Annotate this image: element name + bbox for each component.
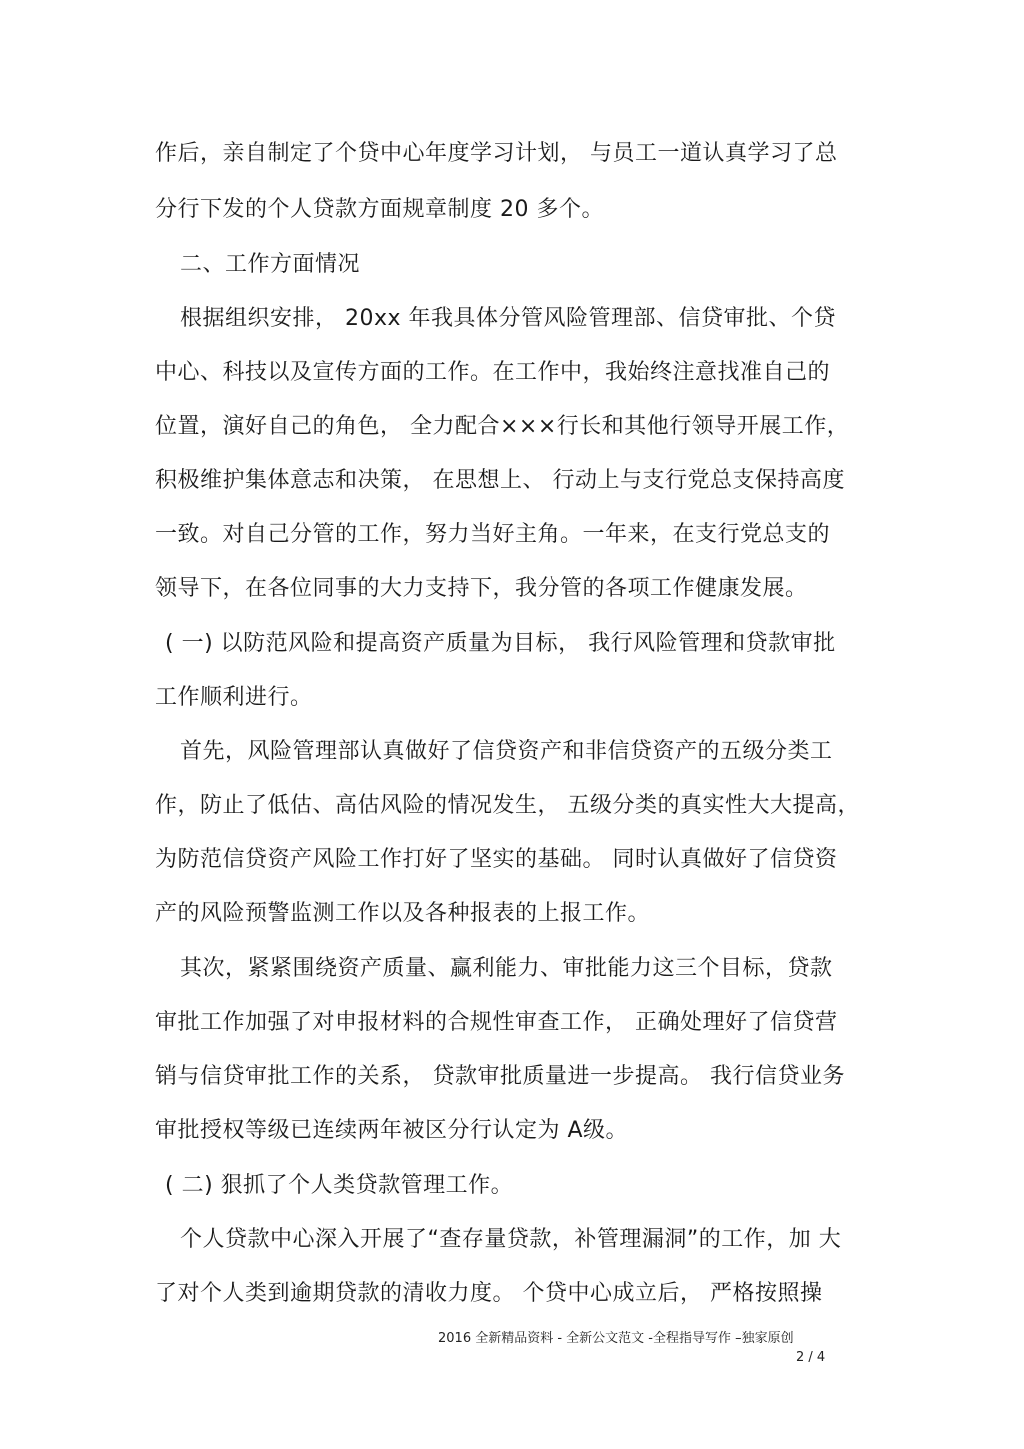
body-line: 首先，风险管理部认真做好了信贷资产和非信贷资产的五级分类工: [180, 739, 833, 764]
subsection-heading: ( 一) 以防范风险和提高资产质量为目标， 我行风险管理和贷款审批: [165, 631, 836, 656]
body-line: 工作顺利进行。: [155, 685, 313, 710]
subsection-heading: ( 二) 狠抓了个人类贷款管理工作。: [165, 1173, 514, 1198]
body-line: 根据组织安排， 20xx 年我具体分管风险管理部、信贷审批、个贷: [180, 306, 837, 331]
body-line: 个人贷款中心深入开展了“查存量贷款，补管理漏洞”的工作，加 大: [180, 1227, 842, 1252]
body-line: 作后，亲自制定了个贷中心年度学习计划， 与员工一道认真学习了总: [155, 141, 838, 166]
body-line: 位置，演好自己的角色， 全力配合×××行长和其他行领导开展工作，: [155, 414, 850, 439]
body-line: 领导下，在各位同事的大力支持下，我分管的各项工作健康发展。: [155, 576, 808, 601]
page-number: 2 / 4: [796, 1350, 826, 1365]
body-line: 为防范信贷资产风险工作打好了坚实的基础。 同时认真做好了信贷资: [155, 847, 838, 872]
body-line: 审批工作加强了对申报材料的合规性审查工作， 正确处理好了信贷营: [155, 1010, 838, 1035]
section-heading: 二、工作方面情况: [180, 252, 361, 277]
body-line: 分行下发的个人贷款方面规章制度 20 多个。: [155, 197, 604, 222]
body-line: 审批授权等级已连续两年被区分行认定为 A级。: [155, 1118, 629, 1143]
body-line: 积极维护集体意志和决策， 在思想上、 行动上与支行党总支保持高度: [155, 468, 845, 493]
body-line: 了对个人类到逾期贷款的清收力度。 个贷中心成立后， 严格按照操: [155, 1281, 823, 1306]
body-line: 销与信贷审批工作的关系， 贷款审批质量进一步提高。 我行信贷业务: [155, 1064, 845, 1089]
page-footer: 2016 全新精品资料 - 全新公文范文 -全程指导写作 –独家原创: [438, 1331, 794, 1346]
body-line: 产的风险预警监测工作以及各种报表的上报工作。: [155, 901, 651, 926]
body-line: 中心、科技以及宣传方面的工作。在工作中，我始终注意找准自己的: [155, 360, 831, 385]
body-line: 其次，紧紧围绕资产质量、赢利能力、审批能力这三个目标，贷款: [180, 956, 833, 981]
body-line: 一致。对自己分管的工作，努力当好主角。一年来，在支行党总支的: [155, 522, 831, 547]
body-line: 作，防止了低估、高估风险的情况发生， 五级分类的真实性大大提高，: [155, 793, 860, 818]
